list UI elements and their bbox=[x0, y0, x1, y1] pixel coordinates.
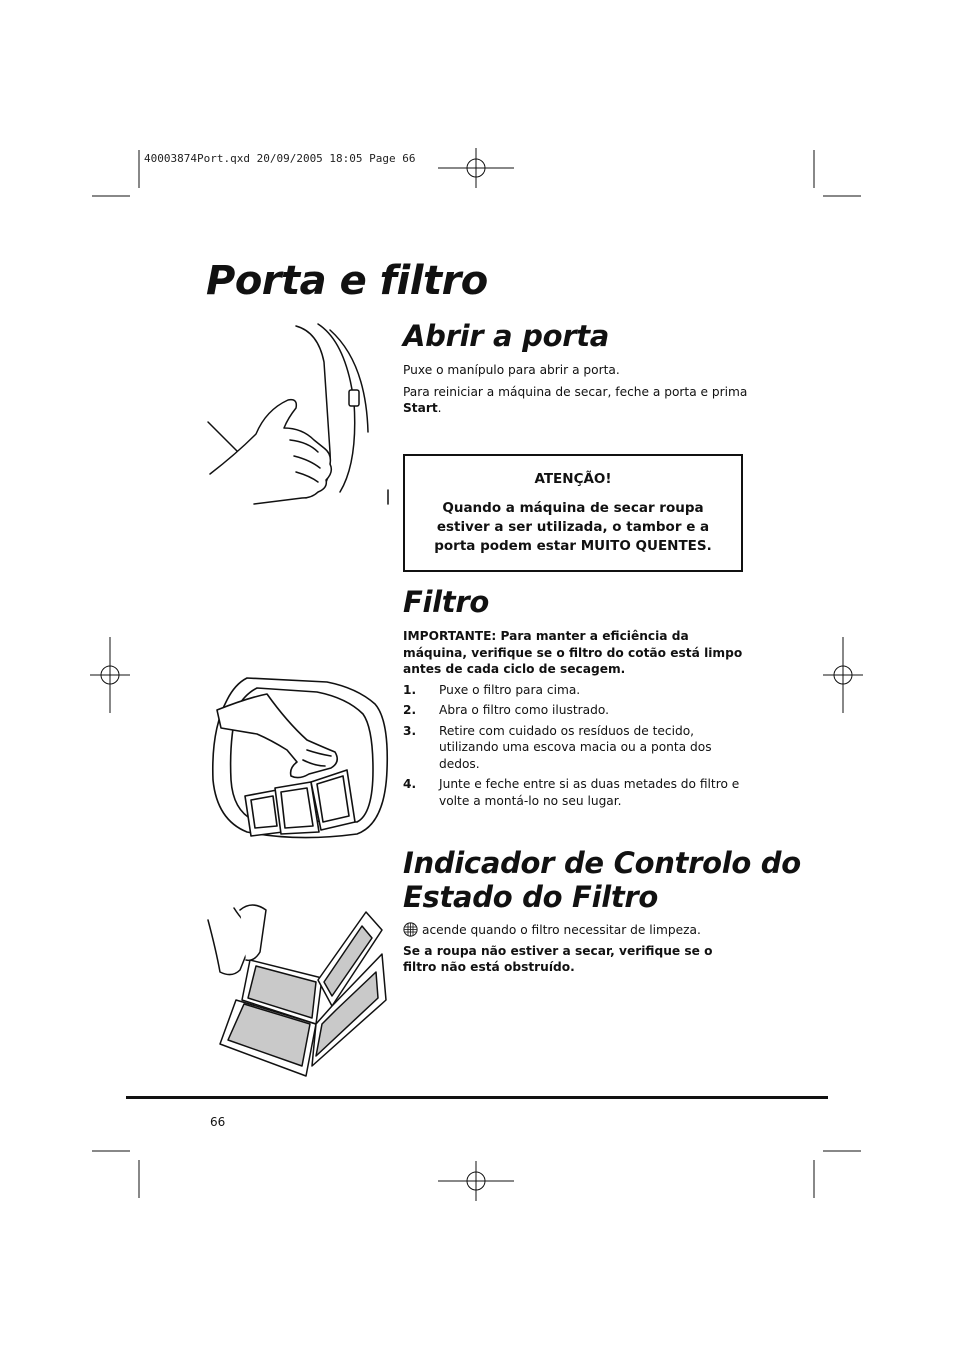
indicator-check-note: Se a roupa não estiver a secar, verifique se o filtro não está obstruído. bbox=[403, 943, 713, 974]
file-slug: 40003874Port.qxd 20/09/2005 18:05 Page 66 bbox=[144, 152, 416, 165]
door-text-pull: Puxe o manípulo para abrir a porta. bbox=[403, 363, 620, 377]
start-keyword: Start bbox=[403, 401, 438, 415]
list-item: 3. Retire com cuidado os resíduos de tecido, utilizando uma escova macia ou a ponta dos dedos. bbox=[403, 723, 712, 771]
filter-important-note: IMPORTANTE: Para manter a eficiência da máquina, verifique se o filtro do cotão está limpo antes de cada ciclo de secagem. bbox=[403, 629, 743, 676]
page-title: Porta e filtro bbox=[206, 258, 488, 304]
open-filter-illustration bbox=[206, 900, 391, 1085]
page-number: 66 bbox=[210, 1115, 226, 1129]
section-heading-indicator: Indicador de Controlo do Estado do Filtro bbox=[403, 846, 801, 914]
filter-indicator-icon bbox=[403, 922, 418, 937]
list-item: 2. Abra o filtro como ilustrado. bbox=[403, 703, 609, 717]
filter-instructions bbox=[403, 628, 743, 813]
list-item: 1. Puxe o filtro para cima. bbox=[403, 682, 581, 697]
section-heading-filter: Filtro bbox=[403, 585, 489, 619]
indicator-text: acende quando o filtro necessitar de limpeza. bbox=[403, 922, 748, 939]
indicator-instructions bbox=[403, 922, 748, 981]
filter-steps-list bbox=[403, 682, 743, 810]
list-item: 4. Junte e feche entre si as duas metades do filtro e volte a montá-lo no seu lugar. bbox=[403, 777, 740, 808]
door-opening-illustration bbox=[206, 322, 391, 507]
warning-title: ATENÇÃO! bbox=[534, 471, 612, 487]
section-heading-door: Abrir a porta bbox=[403, 319, 610, 353]
door-instructions bbox=[403, 362, 748, 422]
warning-box bbox=[403, 454, 743, 572]
filter-removal-illustration bbox=[207, 670, 392, 840]
warning-text: Quando a máquina de secar roupa estiver a ser utilizada, o tambor e a porta podem estar MUITO QUENTES. bbox=[434, 500, 712, 554]
footer-rule bbox=[126, 1096, 828, 1099]
door-text-restart: Para reiniciar a máquina de secar, feche a porta e prima Start. bbox=[403, 384, 748, 415]
